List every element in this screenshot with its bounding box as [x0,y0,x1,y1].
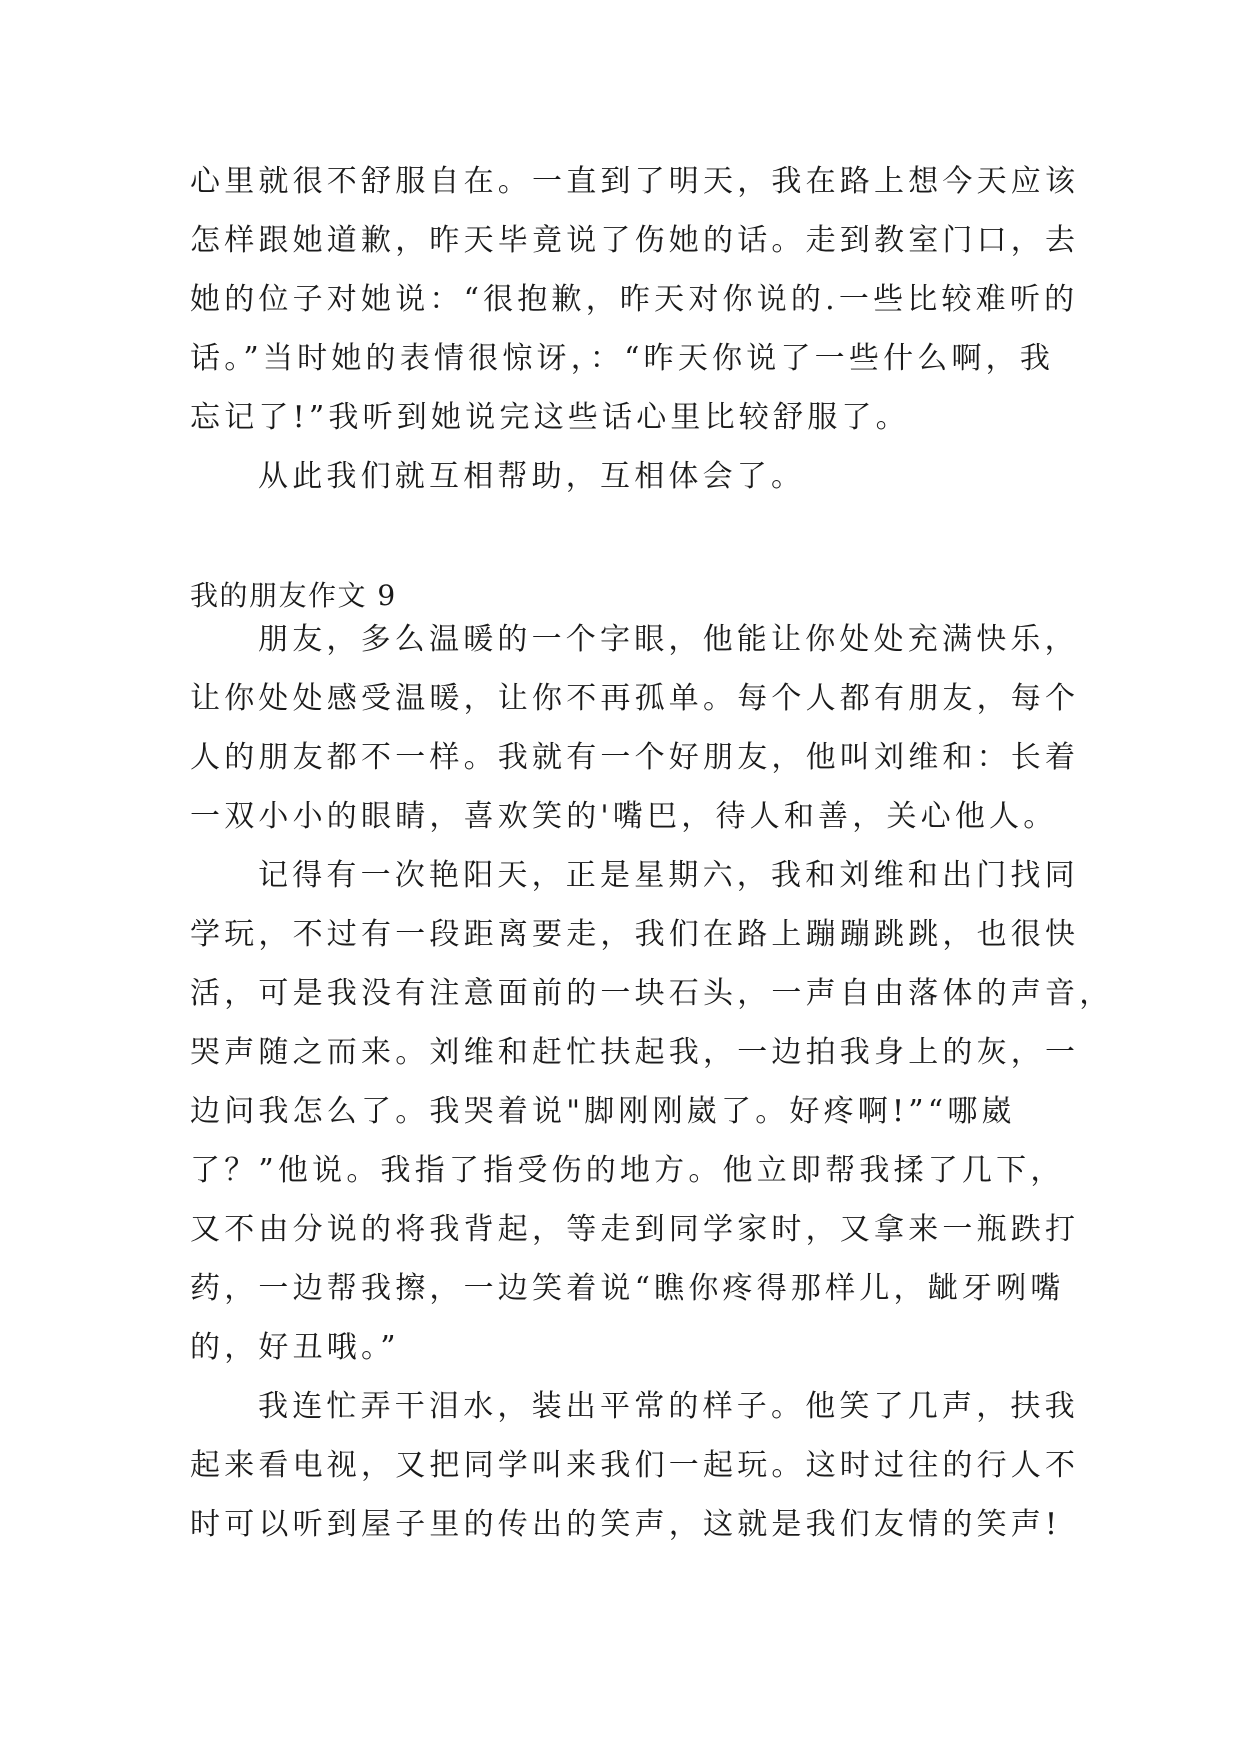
text-line: 的，好丑哦。” [190,1330,400,1365]
text-line: 哭声随之而来。刘维和赶忙扶起我，一边拍我身上的灰，一 [190,1035,1080,1070]
text-line: 了？”他说。我指了指受伤的地方。他立即帮我揉了几下， [190,1153,1065,1188]
text-line: 让你处处感受温暖，让你不再孤单。每个人都有朋友，每个 [190,681,1080,716]
text-line: 我连忙弄干泪水，装出平常的样子。他笑了几声，扶我 [258,1389,1079,1424]
text-line: 学玩，不过有一段距离要走，我们在路上蹦蹦跳跳，也很快 [190,917,1080,952]
text-line: 心里就很不舒服自在。一直到了明天，我在路上想今天应该 [190,164,1080,199]
text-line: 话。”当时她的表情很惊讶，：“昨天你说了一些什么啊，我 [190,341,1055,376]
text-line: 朋友，多么温暖的一个字眼，他能让你处处充满快乐， [258,622,1079,657]
text-line: 记得有一次艳阳天，正是星期六，我和刘维和出门找同 [258,858,1079,893]
text-line: 起来看电视，又把同学叫来我们一起玩。这时过往的行人不 [190,1448,1080,1483]
text-line: 时可以听到屋子里的传出的笑声，这就是我们友情的笑声! [190,1507,1062,1542]
text-line: 又不由分说的将我背起，等走到同学家时，又拿来一瓶跌打 [190,1212,1080,1247]
text-line: 从此我们就互相帮助，互相体会了。 [258,459,806,494]
paragraph-block-2 [190,610,1114,1554]
text-line: 怎样跟她道歉，昨天毕竟说了伤她的话。走到教室门口，去 [190,223,1080,258]
text-line: 忘记了!”我听到她说完这些话心里比较舒服了。 [190,400,910,435]
text-line: 药，一边帮我擦，一边笑着说“瞧你疼得那样儿，龇牙咧嘴 [190,1271,1065,1306]
text-line: 活，可是我没有注意面前的一块石头，一声自由落体的声音， [190,976,1114,1011]
text-line: 人的朋友都不一样。我就有一个好朋友，他叫刘维和：长着 [190,740,1080,775]
paragraph-block-1 [190,152,1080,506]
text-line: 边问我怎么了。我哭着说"脚刚刚崴了。好疼啊!”“哪崴 [190,1094,1016,1129]
text-line: 她的位子对她说：“很抱歉，昨天对你说的.一些比较难听的 [190,282,1079,317]
text-line: 一双小小的眼睛，喜欢笑的'嘴巴，待人和善，关心他人。 [190,799,1058,834]
section-heading: 我的朋友作文 9 [190,579,397,612]
